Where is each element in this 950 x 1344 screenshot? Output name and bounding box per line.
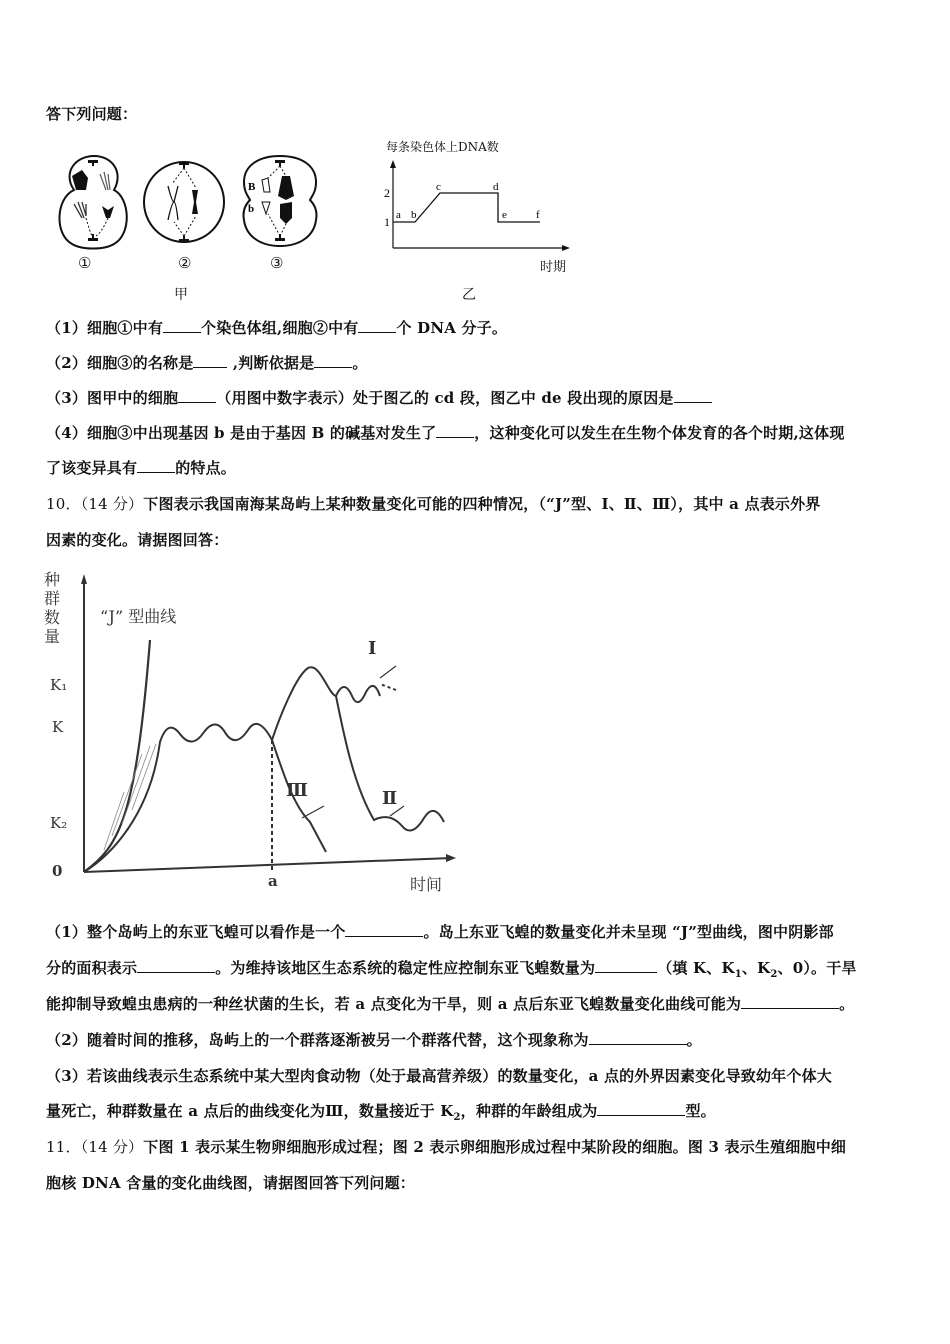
k2-label: K₂ [50, 814, 68, 832]
k1-label: K₁ [50, 676, 68, 694]
graph-ylabel: 种 群 数 量 [44, 570, 61, 646]
q9-part1: （1）细胞①中有 个染色体组,细胞②中有 个 DNA 分子。 [46, 319, 508, 337]
population-graph [40, 566, 470, 896]
point-b: b [411, 209, 417, 221]
q10-stem: 10．（14 分）下图表示我国南海某岛屿上某种数量变化可能的四种情况，（“J”型、Ⅰ、Ⅱ、Ⅲ），其中 a 点表示外界 [46, 495, 821, 513]
answer-blank[interactable] [314, 353, 352, 368]
j-curve-label: “J” 型曲线 [100, 607, 177, 626]
answer-blank[interactable] [589, 1030, 687, 1045]
figure-jia [46, 148, 346, 308]
k-label: K [52, 718, 64, 736]
intro-text: 答下列问题： [46, 105, 138, 123]
cell-division-diagrams [46, 148, 346, 308]
figure-yi-caption: 乙 [462, 287, 476, 303]
ytick-2: 2 [384, 186, 390, 200]
figure-yi [370, 136, 590, 306]
q10-stem-cont: 因素的变化。请据图回答： [46, 531, 229, 549]
q9-part4-cont: 了该变异具有 的特点。 [46, 459, 237, 477]
question-number: 11． [46, 1138, 81, 1156]
answer-blank[interactable] [674, 388, 712, 403]
q10-part1-cont2: 能抑制导致蝗虫患病的一种丝状菌的生长，若 a 点变化为干旱，则 a 点后东亚飞蝗数量变化曲线可能为 。 [46, 995, 855, 1013]
answer-blank[interactable] [436, 423, 474, 438]
curve-I-label: Ⅰ [368, 638, 377, 659]
cell-3-diagram [243, 156, 316, 246]
q10-part1-cont: 分的面积表示 。为维持该地区生态系统的稳定性应控制东亚飞蝗数量为 （填 K、$K_1$、$K_2$、0）。干旱 [46, 959, 857, 980]
answer-blank[interactable] [345, 922, 423, 937]
q10-part3-cont: 量死亡，种群数量在 a 点后的曲线变化为Ⅲ，数量接近于 $K_2$，种群的年龄组成为 型。 [46, 1102, 716, 1123]
answer-blank[interactable] [595, 958, 657, 973]
point-c: c [436, 181, 441, 193]
cell-2-diagram [144, 162, 224, 242]
dna-per-chromosome-chart [370, 156, 590, 296]
gene-B-label: B [248, 181, 256, 193]
time-label: 时间 [410, 875, 443, 894]
answer-blank[interactable] [597, 1101, 685, 1116]
answer-blank[interactable] [193, 353, 227, 368]
origin-label: 0 [52, 862, 63, 880]
answer-blank[interactable] [137, 958, 215, 973]
point-a-label: a [268, 872, 278, 890]
point-f: f [536, 209, 540, 221]
answer-blank[interactable] [358, 318, 396, 333]
q11-stem-cont: 胞核 DNA 含量的变化曲线图，请据图回答下列问题： [46, 1174, 416, 1192]
curve-III-label: Ⅲ [286, 780, 308, 801]
question-score: （14 分） [80, 495, 144, 513]
q9-part3: （3）图甲中的细胞 （用图中数字表示）处于图乙的 cd 段，图乙中 de 段出现的原因是 [46, 388, 712, 408]
answer-blank[interactable] [741, 994, 839, 1009]
yi-ylabel: 每条染色体上DNA数 [386, 140, 499, 154]
point-d: d [493, 181, 499, 193]
answer-blank[interactable] [137, 458, 175, 473]
q10-part3: （3）若该曲线表示生态系统中某大型肉食动物（处于最高营养级）的数量变化，a 点的外界因素变化导致幼年个体大 [46, 1067, 832, 1085]
q9-part4: （4）细胞③中出现基因 b 是由于基因 B 的碱基对发生了 ，这种变化可以发生在生物个体发育的各个时期,这体现 [46, 424, 845, 442]
cell-2-label: ② [178, 254, 192, 272]
question-number: 10． [46, 495, 81, 513]
ytick-1: 1 [384, 215, 390, 229]
gene-b-label: b [248, 203, 255, 215]
point-e: e [502, 209, 507, 221]
answer-blank[interactable] [178, 388, 216, 403]
q9-part2: （2）细胞③的名称是 ,判断依据是 。 [46, 354, 368, 372]
q11-stem: 11．（14 分）下图 1 表示某生物卵细胞形成过程；图 2 表示卵细胞形成过程中某阶段的细胞。图 3 表示生殖细胞中细 [46, 1138, 847, 1156]
point-a: a [396, 209, 401, 221]
answer-blank[interactable] [163, 318, 201, 333]
q10-part2: （2）随着时间的推移，岛屿上的一个群落逐渐被另一个群落代替，这个现象称为 。 [46, 1031, 702, 1049]
question-score: （14 分） [80, 1138, 144, 1156]
q10-part1: （1）整个岛屿上的东亚飞蝗可以看作是一个 。岛上东亚飞蝗的数量变化并未呈现 “J”型曲线，图中阴影部 [46, 923, 834, 941]
cell-1-diagram [59, 156, 126, 249]
cell-1-label: ① [78, 254, 92, 272]
figure-jia-caption: 甲 [174, 287, 188, 303]
cell-3-label: ③ [270, 254, 284, 272]
yi-xlabel: 时期 [540, 260, 567, 275]
curve-II-label: Ⅱ [382, 788, 398, 809]
